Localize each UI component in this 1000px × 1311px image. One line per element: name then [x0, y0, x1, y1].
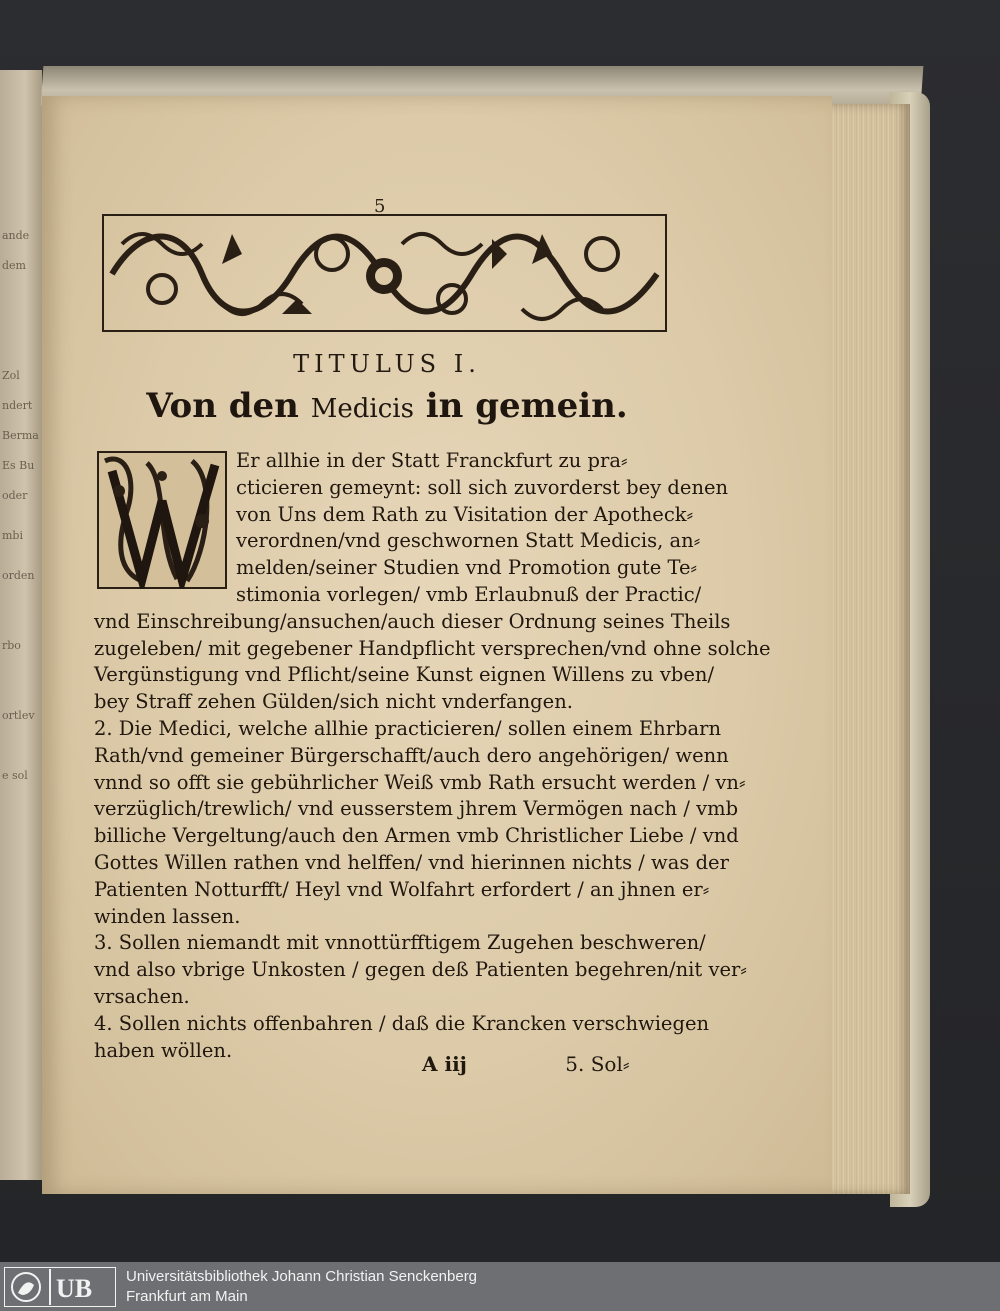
title-medicis: Medicis [310, 394, 414, 424]
margin-fragment: oder [2, 489, 28, 502]
library-city: Frankfurt am Main [126, 1288, 248, 1305]
page-block-edge [820, 104, 910, 1194]
text-line: Er allhie in der Statt Franckfurt zu pra⸗ [236, 449, 628, 472]
catchword: 5. Sol⸗ [565, 1052, 630, 1076]
text-line: vnnd so offt sie gebührlicher Weiß vmb Rath ersucht werden / vn⸗ [94, 770, 746, 794]
text-line: Rath/vnd gemeiner Bürgerschafft/auch dero angehörigen/ wenn [94, 743, 729, 767]
titulus-heading: TITULUS I. [293, 350, 481, 378]
text-line: winden lassen. [94, 904, 241, 928]
ornamental-headpiece [102, 214, 667, 332]
left-page-edge [0, 70, 42, 1180]
title-part-1: Von den [146, 386, 299, 426]
margin-fragment: orden [2, 569, 35, 582]
title-part-2: in gemein. [425, 386, 628, 426]
library-name: Universitätsbibliothek Johann Christian Senckenberg [126, 1268, 478, 1285]
margin-fragment: ande [2, 229, 30, 242]
body-text [94, 448, 771, 1064]
signature-mark: A iij [422, 1052, 467, 1076]
text-line: cticieren gemeynt: soll sich zuvorderst bey denen [236, 475, 729, 499]
margin-fragment: Es Bu [2, 459, 35, 472]
text-line: stimonia vorlegen/ vmb Erlaubnuß der Practic/ [236, 582, 702, 606]
text-line: haben wöllen. [94, 1038, 233, 1062]
text-line: 3. Sollen niemandt mit vnnottürfftigem Zugehen beschweren/ [94, 931, 706, 955]
chapter-title [42, 386, 732, 426]
text-line: verordnen/vnd geschwornen Statt Medicis, an⸗ [236, 529, 701, 553]
text-line: verzüglich/trewlich/ vnd eusserstem jhrem Vermögen nach / vmb [94, 797, 739, 821]
text-line: zugeleben/ mit gegebener Handpflicht versprechen/vnd ohne solche [94, 636, 771, 660]
library-footer-bar [0, 1262, 1000, 1311]
text-line: 4. Sollen nichts offenbahren / daß die Krancken verschwiegen [94, 1011, 710, 1035]
text-line: billiche Vergeltung/auch den Armen vmb Christlicher Liebe / vnd [94, 824, 739, 848]
text-line: bey Straff zehen Gülden/sich nicht vnderfangen. [94, 690, 573, 714]
text-line: vnd Einschreibung/ansuchen/auch dieser Ordnung seines Theils [94, 609, 731, 633]
text-line: vrsachen. [94, 984, 190, 1008]
text-line: Patienten Notturfft/ Heyl vnd Wolfahrt erfordert / an jhnen er⸗ [94, 877, 710, 901]
text-line: vnd also vbrige Unkosten / gegen deß Patienten begehren/nit ver⸗ [94, 958, 747, 982]
margin-fragment: rbo [2, 639, 21, 652]
margin-fragment: ndert [2, 399, 33, 412]
text-line: 2. Die Medici, welche allhie practicieren/ sollen einem Ehrbarn [94, 716, 722, 740]
text-line: Vergünstigung vnd Pflicht/seine Kunst eignen Willens zu vben/ [94, 663, 715, 687]
margin-fragment: Zol [2, 369, 20, 382]
text-line: Gottes Willen rathen vnd helffen/ vnd hierinnen nichts / was der [94, 850, 729, 874]
margin-fragment: mbi [2, 529, 23, 542]
margin-fragment: ortlev [2, 709, 35, 722]
page-footer [422, 1052, 630, 1077]
margin-fragment: Berma [2, 429, 39, 442]
text-line: von Uns dem Rath zu Visitation der Apotheck⸗ [236, 502, 694, 526]
margin-fragment: e sol [2, 769, 28, 782]
library-logo[interactable] [4, 1267, 116, 1307]
book-page [42, 96, 832, 1194]
page-number: 5 [374, 196, 386, 217]
text-line: melden/seiner Studien vnd Promotion gute Te⸗ [236, 556, 697, 580]
margin-fragment: dem [2, 259, 26, 272]
logo-text: UB [56, 1274, 93, 1303]
library-credit [126, 1267, 477, 1307]
